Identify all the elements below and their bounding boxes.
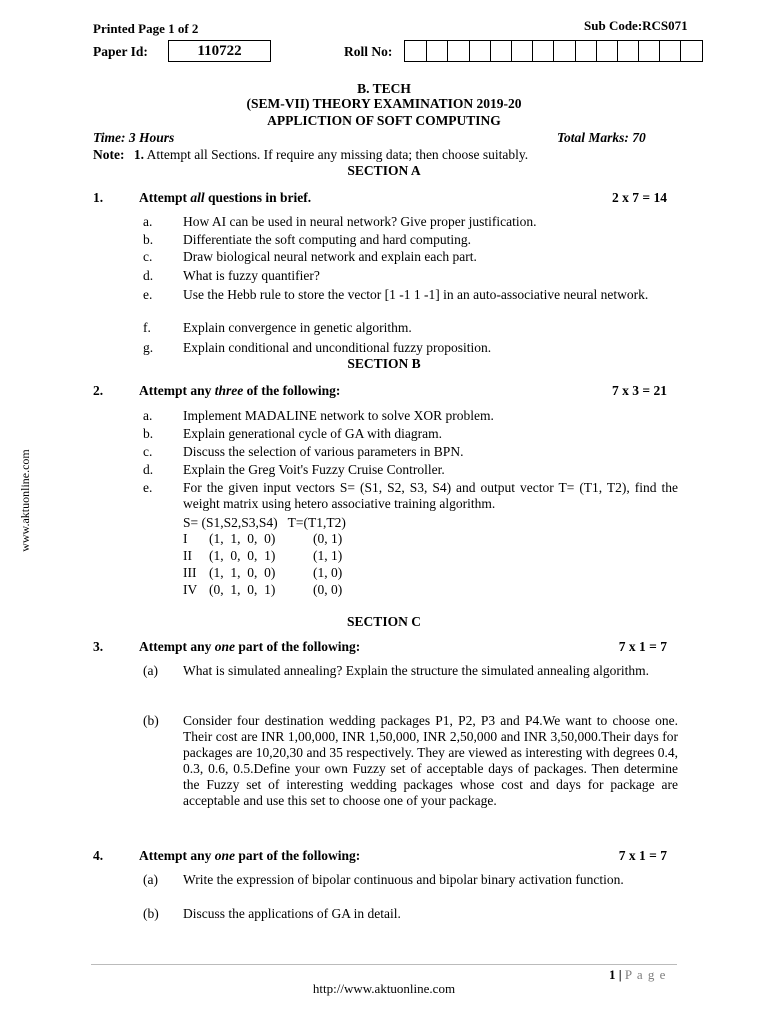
section-c-title: SECTION C: [347, 614, 421, 629]
table-row: I (1, 1, 0, 0) (0, 1): [183, 531, 343, 546]
page-number: 1 | P a g e: [609, 967, 667, 982]
note-num: 1.: [133, 147, 144, 162]
table-row: III (1, 1, 0, 0) (1, 0): [183, 565, 343, 580]
footer-url: http://www.aktuonline.com: [312, 981, 456, 996]
note-label: Note:: [93, 147, 125, 162]
side-watermark-text: www.aktuonline.com: [17, 449, 32, 552]
exam-title: (SEM-VII) THEORY EXAMINATION 2019-20: [246, 96, 522, 111]
question-1-marks: 2 x 7 = 14: [612, 190, 667, 205]
course-title: B. TECH: [357, 81, 411, 96]
roll-no-label: Roll No:: [344, 44, 393, 59]
question-4-marks: 7 x 1 = 7: [618, 848, 667, 863]
vector-table-header: S= (S1,S2,S3,S4) T=(T1,T2): [183, 515, 346, 530]
section-a-title: SECTION A: [347, 163, 421, 178]
printed-page-label: Printed Page 1 of 2: [93, 21, 199, 36]
sub-code: Sub Code:RCS071: [584, 18, 688, 33]
total-marks: Total Marks: 70: [557, 130, 646, 145]
table-row: II (1, 0, 0, 1) (1, 1): [183, 548, 343, 563]
section-b-title: SECTION B: [347, 356, 421, 371]
table-row: IV (0, 1, 0, 1) (0, 0): [183, 582, 343, 597]
time-label: Time: 3 Hours: [93, 130, 175, 145]
note-line: [93, 147, 528, 163]
question-2-marks: 7 x 3 = 21: [612, 383, 667, 398]
roll-no-boxes: [404, 40, 703, 62]
note-text: Attempt all Sections. If require any missing data; then choose suitably.: [146, 147, 529, 162]
paper-id-label: Paper Id:: [93, 44, 148, 59]
footer-divider: [91, 964, 677, 965]
subject-title: APPLICTION OF SOFT COMPUTING: [267, 113, 501, 128]
question-3-marks: 7 x 1 = 7: [618, 639, 667, 654]
paper-id-box: 110722: [168, 40, 271, 62]
